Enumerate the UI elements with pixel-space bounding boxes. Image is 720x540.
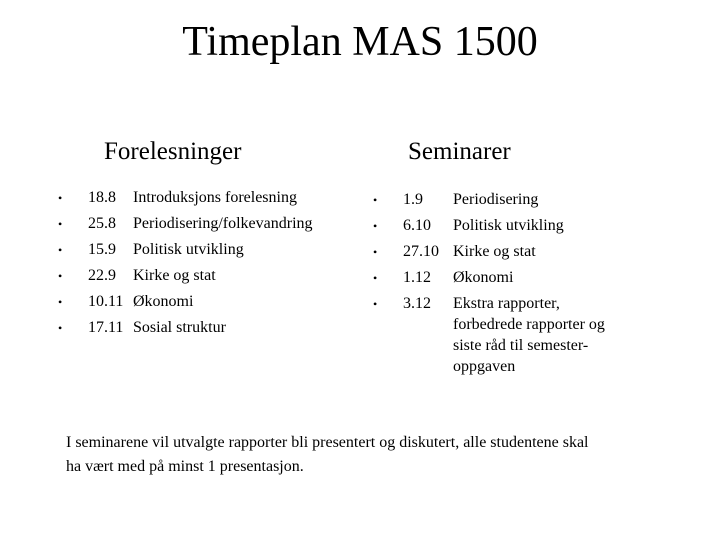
- seminar-item: [373, 239, 605, 265]
- seminar-topic: [453, 291, 605, 377]
- seminar-topic-line: forbedrede rapporter og: [453, 316, 605, 333]
- bullet-icon: •: [373, 219, 378, 233]
- seminar-topic: Politisk utvikling: [453, 217, 564, 234]
- lecture-date: 18.8: [88, 189, 116, 206]
- lectures-list: [58, 185, 313, 341]
- bullet-icon: •: [58, 217, 63, 231]
- lecture-date: 15.9: [88, 241, 116, 258]
- lecture-item: [58, 185, 313, 211]
- bullet-icon: •: [373, 297, 378, 311]
- seminar-topic: Periodisering: [453, 191, 539, 208]
- seminar-topic-line: siste råd til semester-: [453, 337, 589, 354]
- lecture-topic: Økonomi: [133, 293, 194, 310]
- lecture-topic: Politisk utvikling: [133, 241, 244, 258]
- lecture-topic: Kirke og stat: [133, 267, 216, 284]
- footer-line: ha vært med på minst 1 presentasjon.: [66, 458, 304, 475]
- bullet-icon: •: [373, 245, 378, 259]
- seminar-date: 3.12: [403, 295, 431, 312]
- lecture-topic: Introduksjons forelesning: [133, 189, 297, 206]
- bullet-icon: •: [58, 243, 63, 257]
- seminar-date: 1.12: [403, 269, 431, 286]
- bullet-icon: •: [58, 321, 63, 335]
- lectures-heading: Forelesninger: [104, 138, 242, 165]
- bullet-icon: •: [373, 271, 378, 285]
- footer-line: I seminarene vil utvalgte rapporter bli presentert og diskutert, alle studentene skal: [66, 434, 589, 451]
- bullet-icon: •: [58, 295, 63, 309]
- bullet-icon: •: [373, 193, 378, 207]
- seminar-date: 1.9: [403, 191, 423, 208]
- lecture-date: 25.8: [88, 215, 116, 232]
- seminar-date: 27.10: [403, 243, 439, 260]
- seminar-item: [373, 291, 605, 377]
- seminar-item: [373, 187, 605, 213]
- seminar-item: [373, 213, 605, 239]
- seminar-date: 6.10: [403, 217, 431, 234]
- lecture-date: 17.11: [88, 319, 124, 336]
- lecture-item: [58, 237, 313, 263]
- lecture-item: [58, 263, 313, 289]
- bullet-icon: •: [58, 269, 63, 283]
- seminars-heading: Seminarer: [408, 138, 511, 165]
- seminar-topic-line: oppgaven: [453, 358, 516, 375]
- bullet-icon: •: [58, 191, 63, 205]
- footer-note: [66, 431, 666, 479]
- seminar-item: [373, 265, 605, 291]
- lecture-date: 22.9: [88, 267, 116, 284]
- seminars-list: [373, 187, 605, 377]
- seminar-topic: Kirke og stat: [453, 243, 536, 260]
- page-title: Timeplan MAS 1500: [182, 19, 538, 65]
- lecture-topic: Periodisering/folkevandring: [133, 215, 313, 232]
- lecture-item: [58, 315, 313, 341]
- lecture-item: [58, 289, 313, 315]
- seminar-topic-line: Ekstra rapporter,: [453, 295, 560, 312]
- lecture-topic: Sosial struktur: [133, 319, 226, 336]
- lecture-date: 10.11: [88, 293, 124, 310]
- seminar-topic: Økonomi: [453, 269, 514, 286]
- lecture-item: [58, 211, 313, 237]
